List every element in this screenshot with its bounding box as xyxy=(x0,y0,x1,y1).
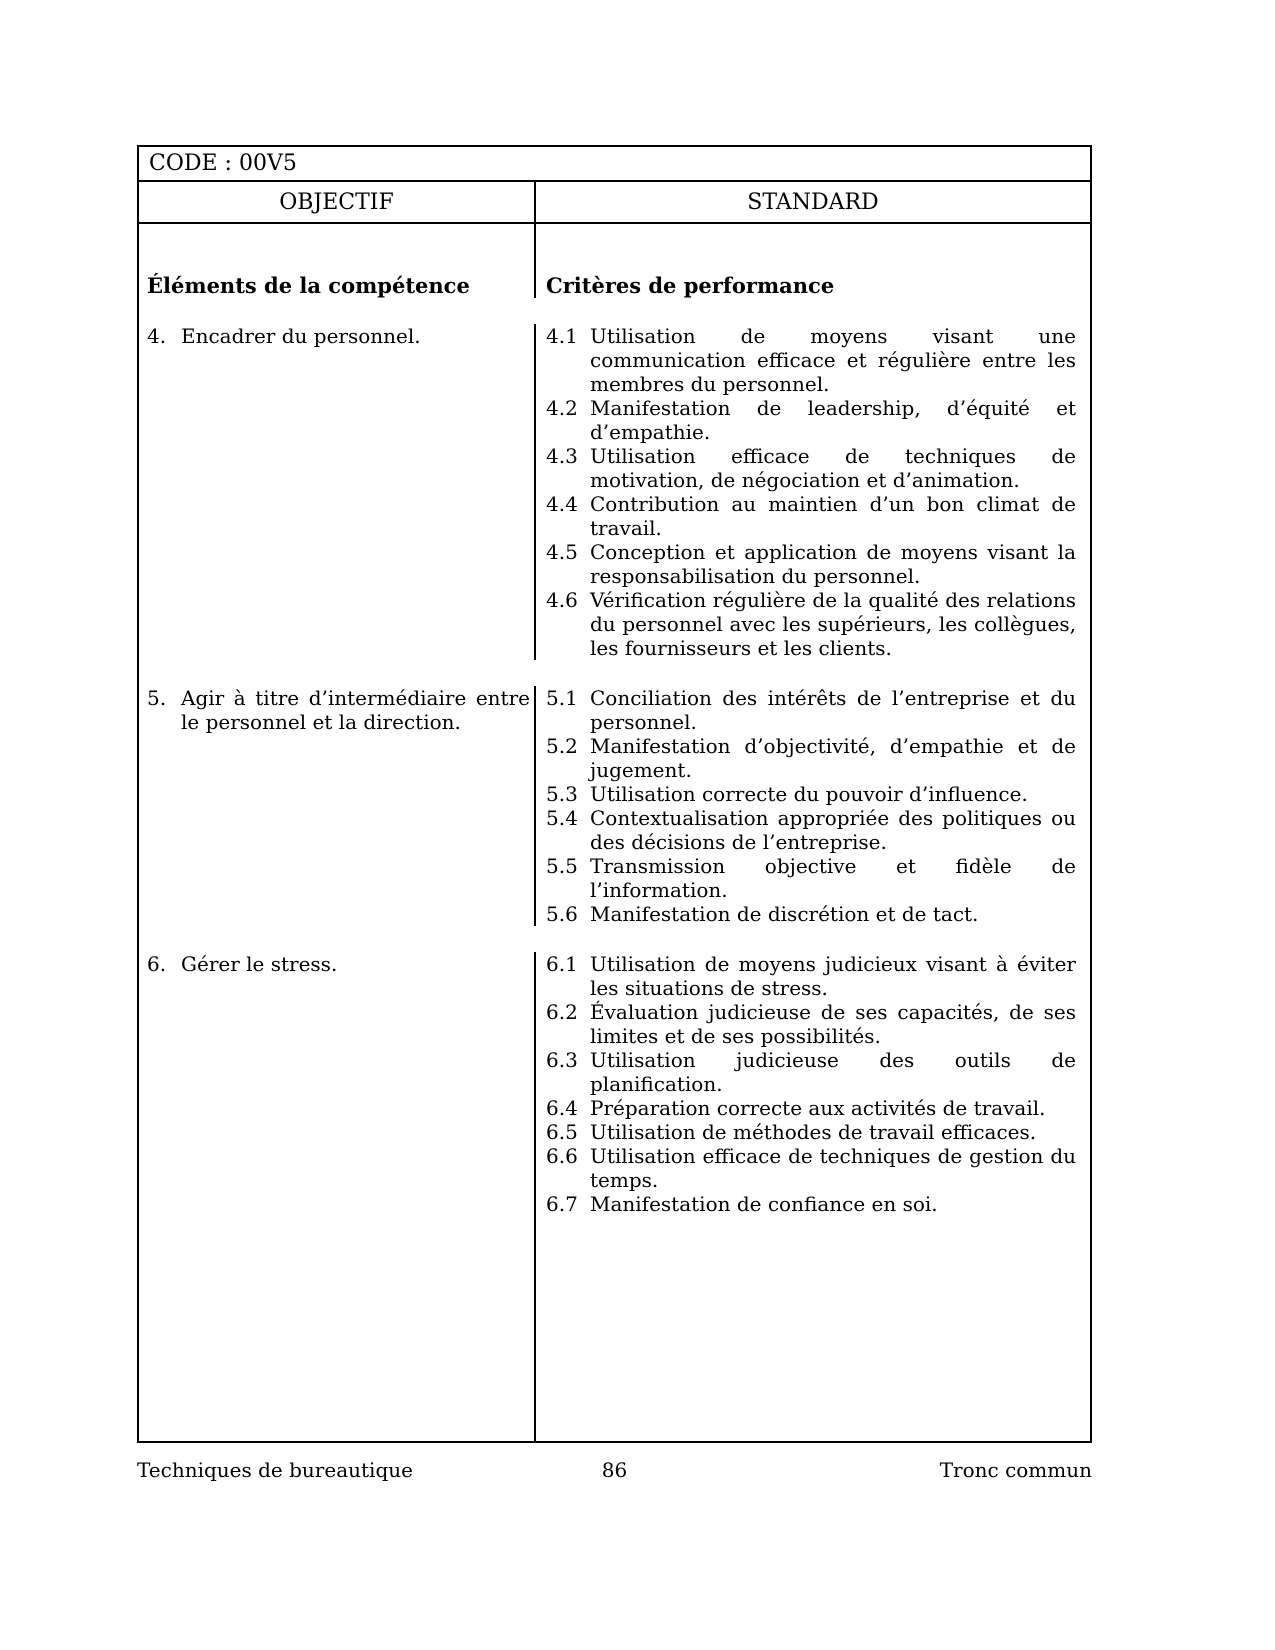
column-header-standard: STANDARD xyxy=(747,189,879,215)
objectif-cell xyxy=(139,224,536,298)
section-row xyxy=(139,686,1090,926)
criterion-number: 4.5 xyxy=(546,540,578,564)
criterion-number: 6.4 xyxy=(546,1096,578,1120)
performance-criterion xyxy=(546,1096,1076,1120)
element-text: Encadrer du personnel. xyxy=(181,324,421,348)
criterion-number: 4.6 xyxy=(546,588,578,612)
performance-criterion xyxy=(546,1000,1076,1048)
criterion-text: Manifestation de confiance en soi. xyxy=(590,1192,938,1216)
criterion-text: Vérification régulière de la qualité des relations du personnel avec les supérieurs, les collègues, les fournisseurs et les clients. xyxy=(590,588,1076,660)
element-text: Gérer le stress. xyxy=(181,952,338,976)
criterion-text: Manifestation de discrétion et de tact. xyxy=(590,902,979,926)
criterion-text: Contextualisation appropriée des politiques ou des décisions de l’entreprise. xyxy=(590,806,1076,854)
criterion-number: 4.4 xyxy=(546,492,578,516)
standard-cell xyxy=(536,1216,1090,1441)
right-column-heading: Critères de performance xyxy=(546,273,835,298)
performance-criterion xyxy=(546,396,1076,444)
criterion-number: 5.1 xyxy=(546,686,578,710)
competence-element xyxy=(147,952,530,976)
criterion-number: 5.4 xyxy=(546,806,578,830)
section-row xyxy=(139,324,1090,660)
performance-criterion xyxy=(546,1144,1076,1192)
standard-cell xyxy=(536,324,1090,660)
criterion-number: 6.3 xyxy=(546,1048,578,1072)
performance-criterion xyxy=(546,854,1076,902)
standard-cell xyxy=(536,952,1090,1216)
criterion-text: Utilisation judicieuse des outils de planification. xyxy=(590,1048,1076,1096)
criterion-text: Manifestation d’objectivité, d’empathie et de jugement. xyxy=(590,734,1076,782)
criterion-text: Évaluation judicieuse de ses capacités, de ses limites et de ses possibilités. xyxy=(590,1000,1076,1048)
criterion-text: Conciliation des intérêts de l’entreprise et du personnel. xyxy=(590,686,1076,734)
footer-section-title: Tronc commun xyxy=(939,1458,1093,1482)
performance-criterion xyxy=(546,806,1076,854)
criterion-text: Manifestation de leadership, d’équité et d’empathie. xyxy=(590,396,1076,444)
table-body xyxy=(137,224,1092,1443)
performance-criterion xyxy=(546,734,1076,782)
criterion-number: 6.5 xyxy=(546,1120,578,1144)
left-column-heading: Éléments de la compétence xyxy=(147,273,470,298)
objectif-cell xyxy=(139,324,536,660)
document-page xyxy=(137,145,1092,1443)
objectif-cell xyxy=(139,952,536,1216)
competence-element xyxy=(147,324,530,348)
element-text: Agir à titre d’intermédiaire entre le personnel et la direction. xyxy=(181,686,530,734)
standard-cell xyxy=(536,224,1090,298)
objectif-cell xyxy=(139,686,536,926)
objectif-cell xyxy=(139,1216,536,1441)
criterion-text: Utilisation de moyens judicieux visant à éviter les situations de stress. xyxy=(590,952,1076,1000)
column-header-objectif: OBJECTIF xyxy=(139,182,536,222)
element-number: 4. xyxy=(147,324,167,348)
criterion-text: Contribution au maintien d’un bon climat de travail. xyxy=(590,492,1076,540)
element-number: 5. xyxy=(147,686,167,710)
criterion-number: 5.5 xyxy=(546,854,578,878)
table-header-row xyxy=(137,182,1092,224)
criterion-text: Conception et application de moyens visant la responsabilisation du personnel. xyxy=(590,540,1076,588)
criterion-text: Utilisation de méthodes de travail efficaces. xyxy=(590,1120,1037,1144)
performance-criterion xyxy=(546,324,1076,396)
criterion-number: 5.3 xyxy=(546,782,578,806)
section-row xyxy=(139,952,1090,1216)
criterion-text: Transmission objective et fidèle de l’information. xyxy=(590,854,1076,902)
standard-cell xyxy=(536,686,1090,926)
criterion-number: 4.1 xyxy=(546,324,578,348)
criterion-number: 6.2 xyxy=(546,1000,578,1024)
criterion-text: Utilisation de moyens visant une communication efficace et régulière entre les membres du personnel. xyxy=(590,324,1076,396)
criterion-number: 4.2 xyxy=(546,396,578,420)
criterion-number: 5.2 xyxy=(546,734,578,758)
competence-element xyxy=(147,686,530,734)
performance-criterion xyxy=(546,686,1076,734)
criterion-text: Préparation correcte aux activités de travail. xyxy=(590,1096,1046,1120)
performance-criterion xyxy=(546,444,1076,492)
criterion-number: 6.1 xyxy=(546,952,578,976)
performance-criterion xyxy=(546,1192,1076,1216)
criterion-text: Utilisation efficace de techniques de motivation, de négociation et d’animation. xyxy=(590,444,1076,492)
footer-page-number: 86 xyxy=(601,1458,628,1482)
criterion-number: 5.6 xyxy=(546,902,578,926)
performance-criterion xyxy=(546,902,1076,926)
performance-criterion xyxy=(546,540,1076,588)
code-header-row xyxy=(137,145,1092,182)
criterion-text: Utilisation correcte du pouvoir d’influence. xyxy=(590,782,1028,806)
performance-criterion xyxy=(546,1120,1076,1144)
performance-criterion xyxy=(546,1048,1076,1096)
criterion-number: 6.7 xyxy=(546,1192,578,1216)
table-filler-row xyxy=(139,1216,1090,1441)
criterion-number: 6.6 xyxy=(546,1144,578,1168)
column-subheadings-row xyxy=(139,224,1090,298)
criterion-number: 4.3 xyxy=(546,444,578,468)
page-footer xyxy=(137,1458,1092,1482)
performance-criterion xyxy=(546,492,1076,540)
element-number: 6. xyxy=(147,952,167,976)
footer-document-title: Techniques de bureautique xyxy=(137,1458,413,1482)
performance-criterion xyxy=(546,782,1076,806)
criterion-text: Utilisation efficace de techniques de gestion du temps. xyxy=(590,1144,1076,1192)
code-label: CODE : 00V5 xyxy=(149,151,297,176)
performance-criterion xyxy=(546,952,1076,1000)
performance-criterion xyxy=(546,588,1076,660)
